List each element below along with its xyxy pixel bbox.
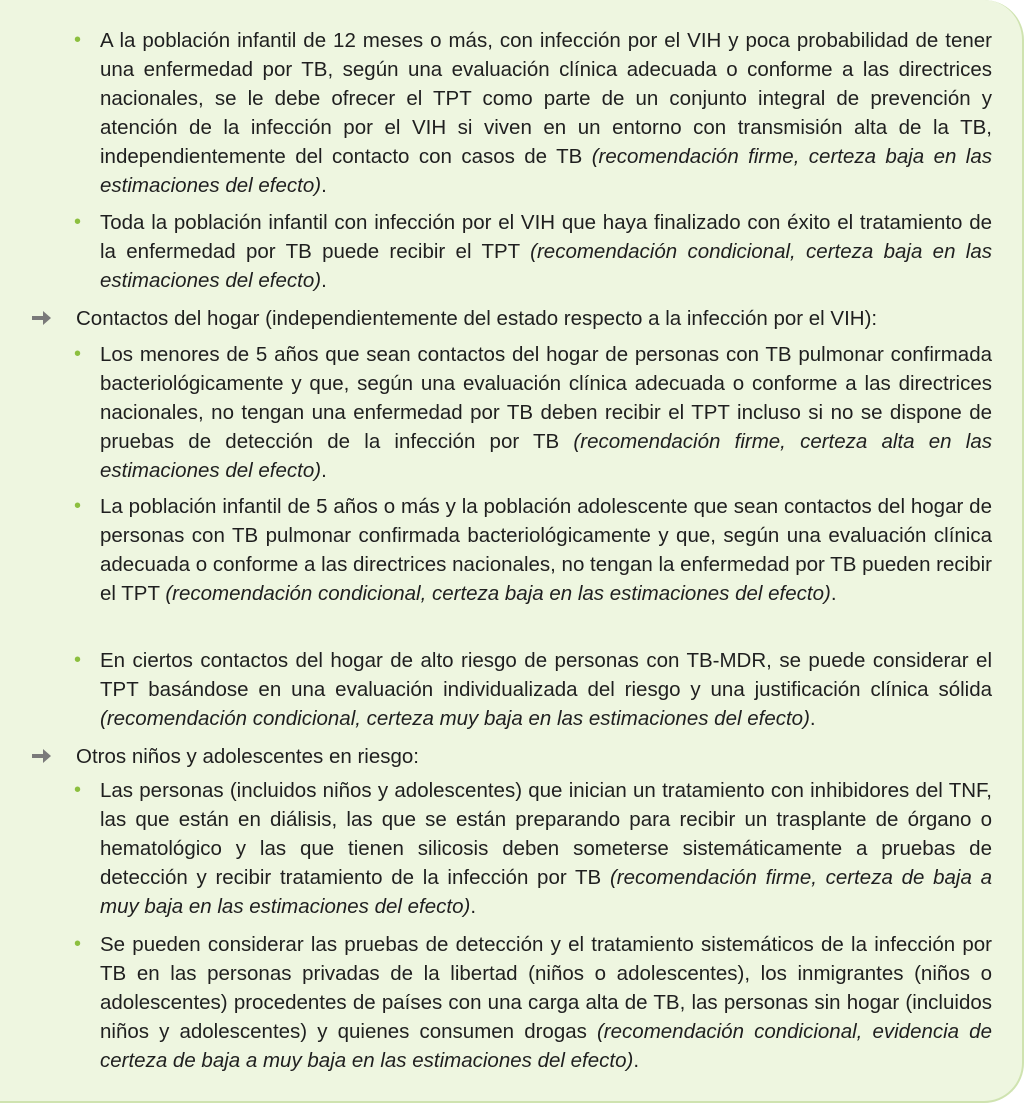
recommendation-qualifier: (recomendación condicional, evidencia de certeza de baja a muy baja en las estimaciones del efecto)	[100, 1020, 992, 1072]
recommendation-text: Se pueden considerar las pruebas de detección y el tratamiento sistemáticos de la infección por TB en las personas privadas de la libertad (niños o adolescentes), los inmigrantes (niños o adolescentes) procedentes de países con una carga alta de TB, las personas sin hogar (incluidos niños y adolescentes) y quienes consumen drogas	[100, 933, 992, 1043]
list-item	[100, 208, 992, 295]
recommendation-end: .	[830, 582, 837, 605]
list-item	[100, 776, 992, 921]
recommendation-end: .	[321, 459, 327, 482]
recommendation-text: Los menores de 5 años que sean contactos del hogar de personas con TB pulmonar confirmada bacteriológicamente y que, según una evaluación clínica adecuada o conforme a las directrices nacionales, no tengan una enfermedad por TB deben recibir el TPT incluso si no se dispone de pruebas de detección de la infección por TB	[100, 343, 992, 453]
recommendation-text: En ciertos contactos del hogar de alto riesgo de personas con TB-MDR, se puede considerar el TPT basándose en una evaluación individualizada del riesgo y una justificación clínica sólida	[100, 649, 992, 701]
list-item	[100, 340, 992, 485]
section-heading: Otros niños y adolescentes en riesgo:	[76, 745, 419, 768]
recommendation-end: .	[633, 1049, 640, 1072]
recommendation-qualifier: (recomendación condicional, certeza baja en las estimaciones del efecto)	[165, 582, 831, 605]
recommendation-text: A la población infantil de 12 meses o más, con infección por el VIH y poca probabilidad de tener una enfermedad por TB, según una evaluación clínica adecuada o conforme a las directrices nacionales, se le debe ofrecer el TPT como parte de un conjunto integral de prevención y atención de la infección por el VIH si viven en un entorno con transmisión alta de la TB, independientemente del contacto con casos de TB	[100, 29, 992, 168]
right-arrow-icon	[30, 307, 52, 329]
list-item	[100, 492, 992, 608]
recommendation-text: La población infantil de 5 años o más y la población adolescente que sean contactos del hogar de personas con TB pulmonar confirmada bacteriológicamente y que, según una evaluación clínica adecuada o conforme a las directrices nacionales, no tengan la enfermedad por TB pueden recibir el TPT	[100, 495, 992, 605]
recommendation-qualifier: (recomendación condicional, certeza baja en las estimaciones del efecto)	[100, 240, 992, 292]
recommendation-text: Las personas (incluidos niños y adolescentes) que inician un tratamiento con inhibidores del TNF, las que están en diálisis, las que se están preparando para recibir un trasplante de órgano o hematológico y las que tienen silicosis deben someterse sistemáticamente a pruebas de detección y recibir tratamiento de la infección por TB	[100, 779, 992, 889]
recommendation-end: .	[809, 707, 816, 730]
list-item	[100, 26, 992, 200]
recommendation-qualifier: (recomendación condicional, certeza muy baja en las estimaciones del efecto)	[100, 707, 810, 730]
recommendation-qualifier: (recomendación firme, certeza baja en las estimaciones del efecto)	[100, 145, 993, 197]
recommendation-end: .	[321, 269, 327, 292]
recommendation-text: Toda la población infantil con infección por el VIH que haya finalizado con éxito el tratamiento de la enfermedad por TB puede recibir el TPT	[100, 211, 992, 263]
right-arrow-icon	[30, 745, 52, 767]
list-item	[100, 646, 992, 733]
recommendation-end: .	[470, 895, 477, 918]
recommendation-qualifier: (recomendación firme, certeza alta en las estimaciones del efecto)	[100, 430, 992, 482]
recommendation-end: .	[321, 174, 327, 197]
list-item	[100, 930, 992, 1075]
recommendation-qualifier: (recomendación firme, certeza de baja a muy baja en las estimaciones del efecto)	[100, 866, 992, 918]
section-heading: Contactos del hogar (independientemente del estado respecto a la infección por el VIH):	[76, 307, 878, 330]
